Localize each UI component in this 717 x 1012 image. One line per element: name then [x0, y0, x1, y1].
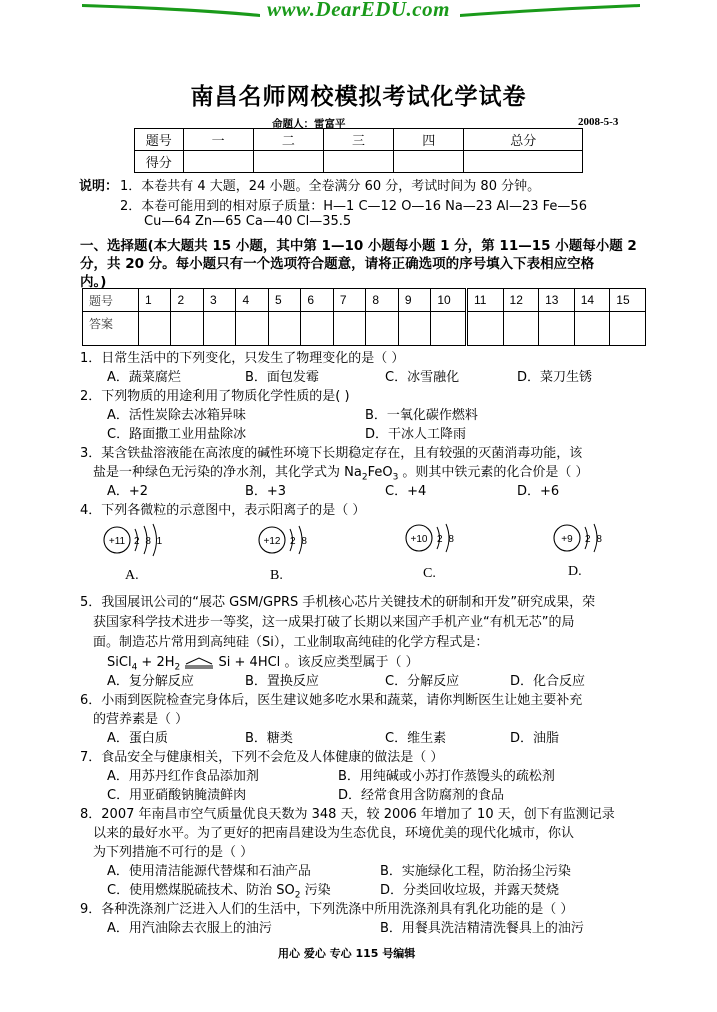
- question-stem: 为下列措施不可行的是（ ）: [93, 845, 254, 860]
- instruction-line: 2．本卷可能用到的相对原子质量：H—1 C—12 O—16 Na—23 Al—23 Fe—56: [120, 199, 587, 214]
- question-stem: 4．下列各微粒的示意图中，表示阳离子的是（ ）: [80, 503, 366, 518]
- answer-cell[interactable]: [203, 312, 235, 346]
- option-d[interactable]: D．分类回收垃圾，并露天焚烧: [380, 883, 560, 898]
- score-cell[interactable]: [464, 151, 583, 173]
- score-table: [134, 128, 583, 173]
- question-stem: 2．下列物质的用途利用了物质化学性质的是( ): [80, 389, 350, 404]
- answer-header-label: 题号: [83, 289, 139, 312]
- atom-label-a[interactable]: A.: [125, 568, 139, 583]
- answer-table: [82, 288, 646, 346]
- instruction-line: Cu—64 Zn—65 Ca—40 Cl—35.5: [144, 214, 352, 229]
- answer-cell[interactable]: [539, 312, 575, 346]
- atom-diagram-c: [403, 521, 473, 557]
- stem-text: 盐是一种绿色无污染的净水剂，其化学式为 Na: [93, 465, 362, 480]
- question-number: 1: [139, 289, 171, 312]
- subscript: 4: [131, 662, 138, 673]
- answer-cell[interactable]: [236, 312, 268, 346]
- page-title: 南昌名师网校模拟考试化学试卷: [190, 84, 527, 110]
- option-a[interactable]: A．活性炭除去冰箱异味: [107, 408, 246, 423]
- answer-cell[interactable]: [466, 312, 503, 346]
- option-text: 污染: [300, 883, 331, 898]
- answer-cell[interactable]: [301, 312, 333, 346]
- question-number: 2: [171, 289, 203, 312]
- option-d[interactable]: D．化合反应: [510, 674, 586, 689]
- option-a[interactable]: A．用苏丹红作食品添加剂: [107, 769, 259, 784]
- option-b[interactable]: B．用纯碱或小苏打作蒸馒头的疏松剂: [338, 769, 555, 784]
- section-heading: 内。): [80, 274, 107, 290]
- option-b[interactable]: B．置换反应: [245, 674, 319, 689]
- option-c[interactable]: C．+4: [385, 484, 427, 499]
- nucleus-label: +12: [263, 536, 281, 547]
- stem-text: 。则其中铁元素的化合价是（ ）: [398, 465, 589, 480]
- answer-cell[interactable]: [503, 312, 539, 346]
- option-d[interactable]: D．干冰人工降雨: [365, 427, 467, 442]
- option-d[interactable]: D．+6: [517, 484, 560, 499]
- question-number: 12: [503, 289, 539, 312]
- atom-diagram-a: [101, 523, 171, 559]
- question-number: 5: [268, 289, 300, 312]
- question-number: 15: [610, 289, 646, 312]
- option-a[interactable]: A．蔬菜腐烂: [107, 370, 181, 385]
- answer-cell[interactable]: [366, 312, 398, 346]
- question-stem: 的营养素是（ ）: [93, 712, 189, 727]
- score-cell[interactable]: [323, 151, 393, 173]
- question-stem: 6．小雨到医院检查完身体后，医生建议她多吃水果和蔬菜，请你判断医生让她主要补充: [80, 693, 583, 708]
- option-a[interactable]: A．+2: [107, 484, 149, 499]
- option-d[interactable]: D．油脂: [510, 731, 560, 746]
- subscript: 2: [294, 890, 301, 901]
- question-stem: 5．我国展讯公司的“展芯 GSM/GPRS 手机核心芯片关键技术的研制和开发”研究成果，荣: [80, 595, 596, 610]
- option-b[interactable]: B．面包发霉: [245, 370, 319, 385]
- answer-cell[interactable]: [333, 312, 365, 346]
- question-number: 13: [539, 289, 575, 312]
- question-number: 9: [398, 289, 430, 312]
- score-cell[interactable]: [253, 151, 323, 173]
- atom-diagram-d: [551, 521, 621, 557]
- atom-label-c[interactable]: C.: [423, 566, 436, 581]
- option-b[interactable]: B．一氧化碳作燃料: [365, 408, 478, 423]
- question-number: 14: [574, 289, 610, 312]
- instructions-label: 说明：: [79, 179, 119, 194]
- score-header: 一: [183, 129, 253, 151]
- question-number: 11: [466, 289, 503, 312]
- option-a[interactable]: A．使用清洁能源代替煤和石油产品: [107, 864, 311, 879]
- option-b[interactable]: B．糖类: [245, 731, 293, 746]
- section-heading: 分，共 20 分。每小题只有一个选项符合题意，请将正确选项的序号填入下表相应空格: [80, 256, 595, 272]
- question-number: 7: [333, 289, 365, 312]
- answer-row-label: 答案: [83, 312, 139, 346]
- equation-text: Si + 4HCl: [218, 655, 281, 670]
- atom-diagram-b: [256, 523, 326, 559]
- question-stem: 以来的最好水平。为了更好的把南昌建设为生态优良，环境优美的现代化城市，你认: [93, 826, 575, 841]
- question-number: 4: [236, 289, 268, 312]
- section-heading: 一、选择题(本大题共 15 小题，其中第 1—10 小题每小题 1 分，第 11—15 小题每小题 2: [80, 238, 637, 254]
- question-number: 10: [431, 289, 467, 312]
- option-d[interactable]: D．经常食用含防腐剂的食品: [338, 788, 505, 803]
- option-c[interactable]: C．维生素: [385, 731, 447, 746]
- score-cell[interactable]: [183, 151, 253, 173]
- atom-label-d[interactable]: D.: [568, 564, 582, 579]
- page-footer: 用心 爱心 专心 115 号编辑: [278, 947, 416, 960]
- option-c[interactable]: C．用亚硝酸钠腌渍鲜肉: [107, 788, 247, 803]
- option-b[interactable]: B．实施绿化工程，防治扬尘污染: [380, 864, 571, 879]
- score-header: 四: [394, 129, 464, 151]
- option-a[interactable]: A．复分解反应: [107, 674, 194, 689]
- score-header: 三: [323, 129, 393, 151]
- nucleus-label: +11: [108, 536, 126, 547]
- site-url[interactable]: www.DearEDU.com: [267, 0, 450, 21]
- score-header: 二: [253, 129, 323, 151]
- question-stem: 获国家科学技术进步一等奖，这一成果打破了长期以来国产手机产业“有机无芯”的局: [93, 615, 575, 630]
- option-b[interactable]: B．用餐具洗洁精清洗餐具上的油污: [380, 921, 584, 936]
- stem-text: FeO: [367, 465, 393, 480]
- author: 命题人：雷富平: [272, 118, 346, 130]
- answer-cell[interactable]: [171, 312, 203, 346]
- subscript: 3: [392, 472, 399, 483]
- option-c[interactable]: C．路面撒工业用盐除冰: [107, 427, 247, 442]
- answer-cell[interactable]: [610, 312, 646, 346]
- subscript: 2: [361, 472, 368, 483]
- option-a[interactable]: A．蛋白质: [107, 731, 168, 746]
- subscript: 2: [174, 662, 181, 673]
- question-stem: 8．2007 年南昌市空气质量优良天数为 348 天，较 2006 年增加了 10 天，创下有监测记录: [80, 807, 615, 822]
- atom-label-b[interactable]: B.: [270, 568, 283, 583]
- answer-cell[interactable]: [574, 312, 610, 346]
- score-cell[interactable]: [394, 151, 464, 173]
- question-number: 3: [203, 289, 235, 312]
- option-text: C．使用燃煤脱硫技术、防治 SO: [107, 883, 295, 898]
- equation-text: SiCl: [107, 655, 132, 670]
- question-stem: 3．某含铁盐溶液能在高浓度的碱性环境下长期稳定存在，且有较强的灭菌消毒功能，该: [80, 446, 583, 461]
- question-stem: 面。制造芯片常用到高纯硅（Si），工业制取高纯硅的化学方程式是：: [93, 635, 489, 650]
- shell-label: 2 8: [290, 536, 309, 547]
- shell-label: 2 8 1: [134, 536, 164, 547]
- option-c[interactable]: C．冰雪融化: [385, 370, 460, 385]
- score-header: 题号: [135, 129, 184, 151]
- question-stem: 1．日常生活中的下列变化，只发生了物理变化的是（ ）: [80, 351, 405, 366]
- shell-label: 2 8: [437, 534, 456, 545]
- question-number: 8: [366, 289, 398, 312]
- question-stem: [93, 461, 589, 483]
- question-number: 6: [301, 289, 333, 312]
- score-header: 总分: [464, 129, 583, 151]
- question-stem: 7．食品安全与健康相关，下列不会危及人体健康的做法是（ ）: [80, 750, 444, 765]
- option-b[interactable]: B．+3: [245, 484, 287, 499]
- high-temp-arrow-icon: [184, 657, 214, 669]
- option-a[interactable]: A．用汽油除去衣服上的油污: [107, 921, 272, 936]
- answer-cell[interactable]: [398, 312, 430, 346]
- answer-cell[interactable]: [431, 312, 467, 346]
- instruction-line: 1．本卷共有 4 大题，24 小题。全卷满分 60 分，考试时间为 80 分钟。: [120, 179, 541, 194]
- option-c[interactable]: C．分解反应: [385, 674, 460, 689]
- equation-text: + 2H: [137, 655, 175, 670]
- nucleus-label: +9: [561, 534, 573, 545]
- nucleus-label: +10: [410, 534, 428, 545]
- score-row-label: 得分: [135, 151, 184, 173]
- question-stem: 9．各种洗涤剂广泛进入人们的生活中，下列洗涤中所用洗涤剂具有乳化功能的是（ ）: [80, 902, 574, 917]
- option-d[interactable]: D．菜刀生锈: [517, 370, 593, 385]
- exam-date: 2008-5-3: [578, 116, 619, 128]
- answer-cell[interactable]: [139, 312, 171, 346]
- equation-tail: 。该反应类型属于（ ）: [284, 655, 419, 670]
- shell-label: 2 8: [585, 534, 604, 545]
- answer-cell[interactable]: [268, 312, 300, 346]
